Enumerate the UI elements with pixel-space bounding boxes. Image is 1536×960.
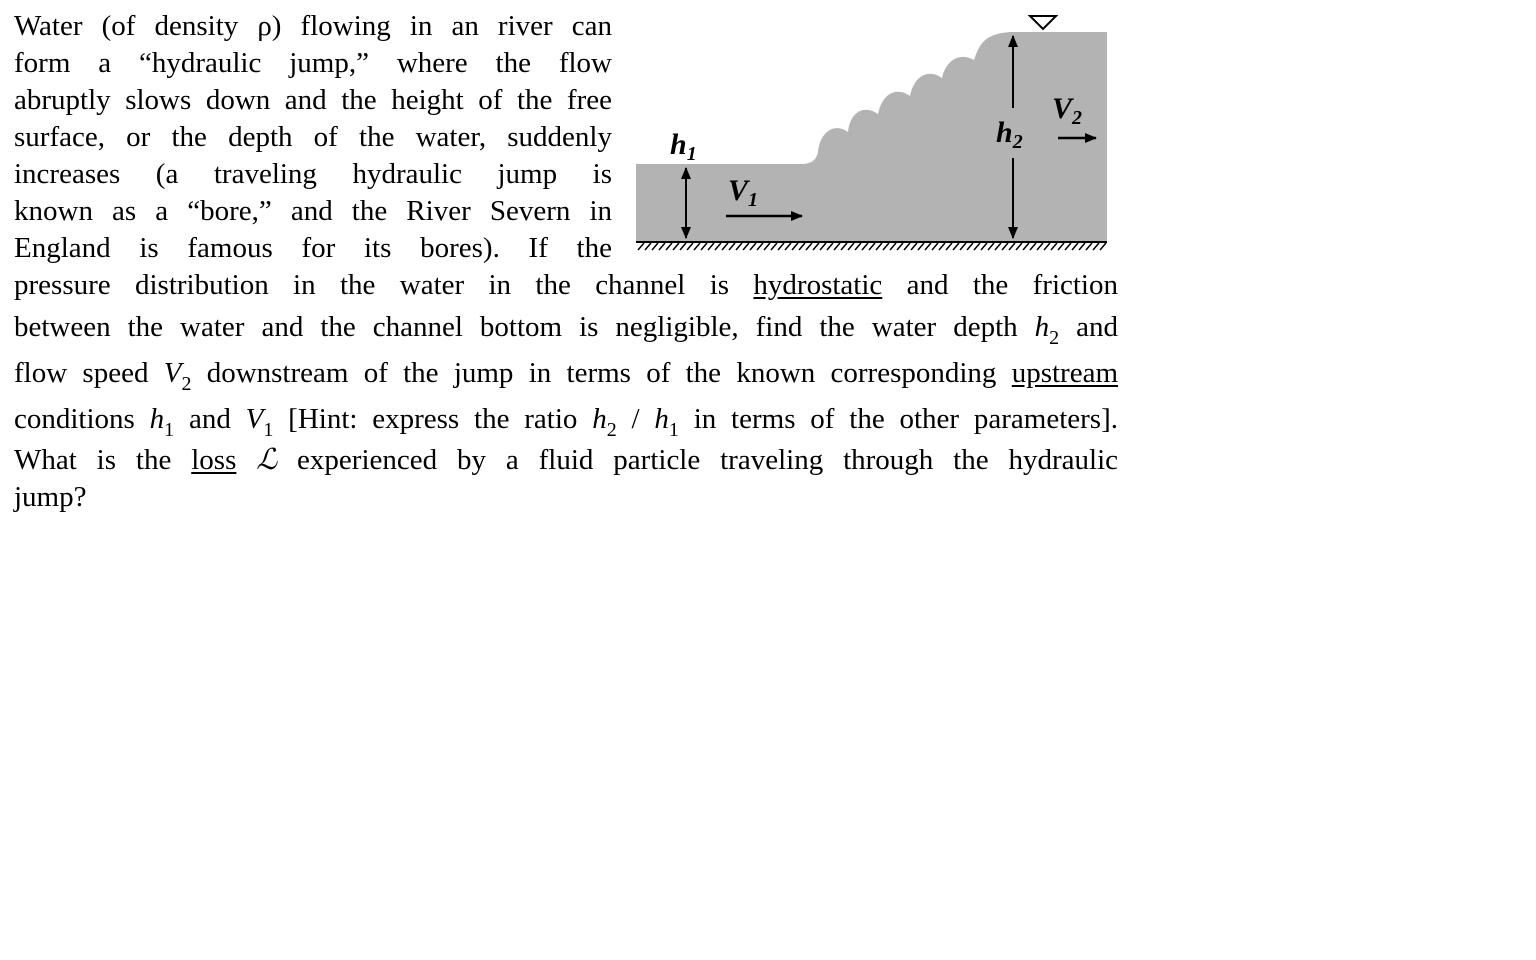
- hatch-stroke: [939, 243, 945, 250]
- hatch-stroke: [953, 243, 959, 250]
- hatch-stroke: [848, 243, 854, 250]
- var-h1-letter: h: [149, 403, 165, 435]
- hatch-stroke: [841, 243, 847, 250]
- label-v1: $V_1$: [728, 174, 759, 211]
- hatch-stroke: [743, 243, 749, 250]
- text-line-3: abruptly slows down and the height of the free: [14, 84, 612, 116]
- text-line-9: [14, 304, 1118, 350]
- text-line-5: increases (a traveling hydraulic jump is: [14, 158, 612, 190]
- hatch-stroke: [715, 243, 721, 250]
- var-v1-letter: V: [245, 403, 264, 435]
- var-h2-sub: 2: [1049, 327, 1060, 349]
- var-v2-sub: 2: [181, 373, 192, 395]
- label-v2: $V_2$: [1052, 92, 1083, 129]
- line11-text-b: in terms of the other parameters].: [678, 403, 1118, 435]
- hatch-stroke: [813, 243, 819, 250]
- ratio-num-sub: 2: [606, 419, 617, 441]
- var-h2: [1034, 311, 1060, 349]
- var-h1-sub: 1: [164, 419, 175, 441]
- hatch-stroke: [1002, 243, 1008, 250]
- hatch-stroke: [855, 243, 861, 250]
- line8-text-b: and the friction: [882, 269, 1118, 301]
- ratio-numerator: [592, 403, 617, 441]
- hatch-stroke: [827, 243, 833, 250]
- hatch-stroke: [974, 243, 980, 250]
- text-line-12: [14, 442, 1118, 479]
- hatch-stroke: [1037, 243, 1043, 250]
- hatch-stroke: [1072, 243, 1078, 250]
- hatch-stroke: [995, 243, 1001, 250]
- hatch-stroke: [1016, 243, 1022, 250]
- hatch-stroke: [638, 243, 644, 250]
- hatch-stroke: [666, 243, 672, 250]
- hatch-stroke: [729, 243, 735, 250]
- hatch-stroke: [1079, 243, 1085, 250]
- hatch-stroke: [960, 243, 966, 250]
- hatch-stroke: [890, 243, 896, 250]
- hatch-stroke: [1065, 243, 1071, 250]
- ratio-denominator: [654, 403, 679, 441]
- text-line-1: Water (of density ρ) flowing in an river can: [14, 10, 612, 42]
- wrapped-paragraph: [14, 8, 612, 267]
- text-line-7: England is famous for its bores). If the: [14, 232, 612, 264]
- line10-text-a: flow speed: [14, 357, 164, 389]
- hydrostatic-underlined: hydrostatic: [753, 269, 883, 301]
- hatch-stroke: [876, 243, 882, 250]
- text-line-13: jump?: [14, 481, 87, 513]
- hatch-stroke: [652, 243, 658, 250]
- hatch-stroke: [645, 243, 651, 250]
- loss-underlined: loss: [191, 444, 237, 476]
- hatch-stroke: [862, 243, 868, 250]
- hatch-stroke: [1100, 243, 1106, 250]
- label-h1: $h_1$: [670, 128, 697, 165]
- var-h1: [149, 403, 175, 441]
- hatch-stroke: [736, 243, 742, 250]
- line9-text-b: and: [1059, 311, 1118, 343]
- hydraulic-jump-diagram: [630, 10, 1120, 254]
- ground-hatching: [638, 243, 1106, 250]
- hatch-stroke: [897, 243, 903, 250]
- line11-text-a: conditions: [14, 403, 150, 435]
- hatch-stroke: [750, 243, 756, 250]
- hatch-stroke: [1093, 243, 1099, 250]
- text-line-8: [14, 267, 1118, 304]
- text-line-4: surface, or the depth of the water, suddenly: [14, 121, 612, 153]
- full-width-paragraph: [14, 267, 1118, 516]
- hatch-stroke: [1030, 243, 1036, 250]
- hatch-stroke: [820, 243, 826, 250]
- ratio-den-letter: h: [654, 403, 669, 435]
- hatch-stroke: [883, 243, 889, 250]
- water-region: [636, 32, 1107, 242]
- hatch-stroke: [1044, 243, 1050, 250]
- hatch-stroke: [988, 243, 994, 250]
- ratio-den-sub: 1: [668, 419, 679, 441]
- hatch-stroke: [967, 243, 973, 250]
- hatch-stroke: [771, 243, 777, 250]
- text-line-10: [14, 350, 1118, 396]
- text-line-6: known as a “bore,” and the River Severn in: [14, 195, 612, 227]
- var-h2-letter: h: [1034, 311, 1050, 343]
- line11-and: and: [174, 403, 246, 435]
- hatch-stroke: [659, 243, 665, 250]
- free-surface-marker: [1030, 16, 1056, 29]
- hatch-stroke: [806, 243, 812, 250]
- line10-text-b: downstream of the jump in terms of the known corresponding: [191, 357, 1012, 389]
- hydraulic-jump-figure: [630, 10, 1120, 254]
- hatch-stroke: [680, 243, 686, 250]
- hatch-stroke: [778, 243, 784, 250]
- ratio-num-letter: h: [592, 403, 607, 435]
- hatch-stroke: [911, 243, 917, 250]
- hatch-stroke: [1051, 243, 1057, 250]
- hatch-stroke: [764, 243, 770, 250]
- var-v2: [163, 357, 192, 395]
- hatch-stroke: [673, 243, 679, 250]
- hatch-stroke: [981, 243, 987, 250]
- hatch-stroke: [925, 243, 931, 250]
- hatch-stroke: [946, 243, 952, 250]
- hatch-stroke: [687, 243, 693, 250]
- var-v2-letter: V: [163, 357, 182, 389]
- hatch-stroke: [722, 243, 728, 250]
- hatch-stroke: [869, 243, 875, 250]
- hatch-stroke: [792, 243, 798, 250]
- hatch-stroke: [708, 243, 714, 250]
- hatch-stroke: [701, 243, 707, 250]
- hatch-stroke: [694, 243, 700, 250]
- hatch-stroke: [1086, 243, 1092, 250]
- text-line-2: form a “hydraulic jump,” where the flow: [14, 47, 612, 79]
- ratio-slash: /: [616, 403, 655, 435]
- hatch-stroke: [834, 243, 840, 250]
- line9-text-a: between the water and the channel bottom is negligible, find the water depth: [14, 311, 1035, 343]
- hatch-stroke: [757, 243, 763, 250]
- upstream-underlined: upstream: [1011, 357, 1119, 389]
- label-h2: $h_2$: [996, 116, 1023, 153]
- line11-hint: [Hint: express the ratio: [273, 403, 593, 435]
- line12-text-b: experienced by a fluid particle traveling through the hydraulic: [277, 444, 1119, 476]
- hatch-stroke: [932, 243, 938, 250]
- line12-text-a: What is the: [14, 444, 192, 476]
- text-line-11: [14, 396, 1118, 442]
- line8-text-a: pressure distribution in the water in the channel is: [14, 269, 754, 301]
- hatch-stroke: [918, 243, 924, 250]
- var-v1-sub: 1: [263, 419, 274, 441]
- hatch-stroke: [799, 243, 805, 250]
- hatch-stroke: [1009, 243, 1015, 250]
- hatch-stroke: [904, 243, 910, 250]
- var-v1: [245, 403, 274, 441]
- hatch-stroke: [1058, 243, 1064, 250]
- hatch-stroke: [1023, 243, 1029, 250]
- hatch-stroke: [785, 243, 791, 250]
- loss-symbol: ℒ: [256, 444, 278, 476]
